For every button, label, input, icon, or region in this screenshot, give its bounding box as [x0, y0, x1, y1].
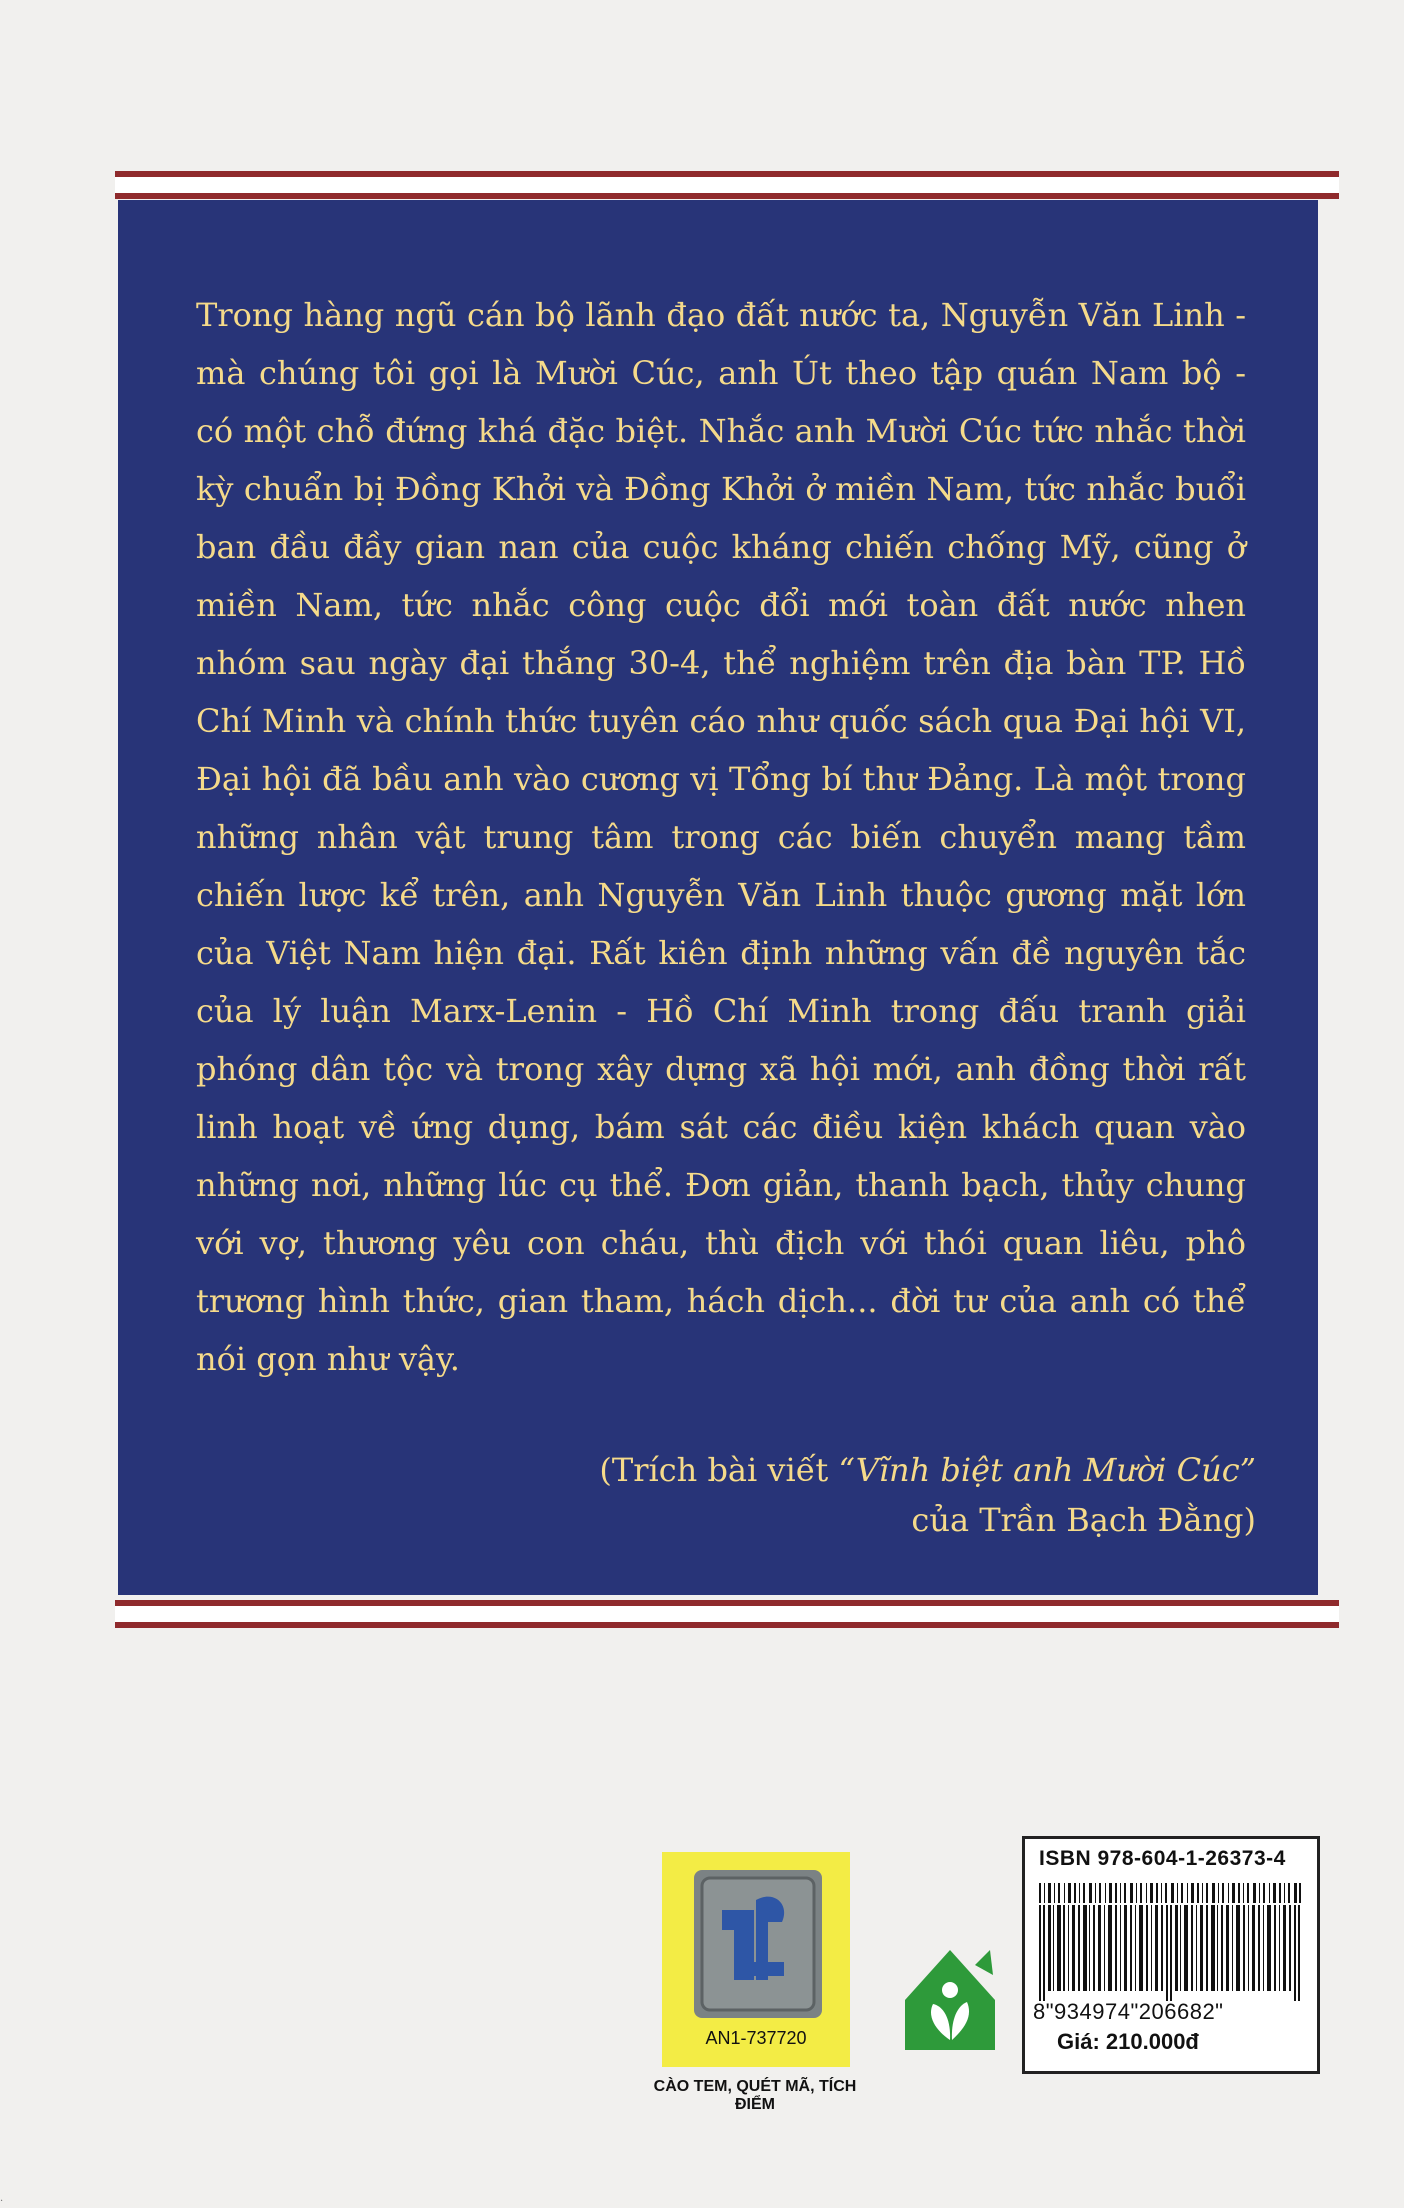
- attribution: [599, 1445, 1256, 1545]
- sticker-caption: CÀO TEM, QUÉT MÃ, TÍCH ĐIỂM: [653, 2078, 857, 2113]
- ean-barcode-icon: [1039, 1905, 1301, 2001]
- bottom-decorative-stripe: [115, 1600, 1339, 1628]
- price-label: Giá: 210.000đ: [1057, 2029, 1199, 2054]
- margin-mark: ·: [0, 2196, 4, 2207]
- authenticity-sticker[interactable]: [662, 1852, 850, 2067]
- excerpt-panel: [118, 200, 1318, 1595]
- attribution-prefix: (Trích bài viết: [599, 1451, 839, 1489]
- top-decorative-stripe: [115, 171, 1339, 199]
- isbn-text: ISBN 978-604-1-26373-4: [1039, 1847, 1286, 1870]
- hologram-logo-icon: [694, 1870, 822, 2018]
- attribution-author: của Trần Bạch Đằng): [911, 1501, 1256, 1539]
- attribution-line-1: [599, 1445, 1256, 1495]
- barcode-box: [1022, 1836, 1320, 2074]
- excerpt-text: Trong hàng ngũ cán bộ lãnh đạo đất nước ta, Nguyễn Văn Linh - mà chúng tôi gọi là Mười Cúc, anh Út theo tập quán Nam bộ - có một chỗ đứng khá đặc biệt. Nhắc anh Mười Cúc tức nhắc thời kỳ chuẩn bị Đồng Khởi và Đồng Khởi ở miền Nam, tức nhắc buổi ban đầu đầy gian nan của cuộc kháng chiến chống Mỹ, cũng ở miền Nam, tức nhắc công cuộc đổi mới toàn đất nước nhen nhóm sau ngày đại thắng 30-4, thể nghiệm trên địa bàn TP. Hồ Chí Minh và chính thức tuyên cáo như quốc sách qua Đại hội VI, Đại hội đã bầu anh vào cương vị Tổng bí thư Đảng. Là một trong những nhân vật trung tâm trong các biến chuyển mang tầm chiến lược kể trên, anh Nguyễn Văn Linh thuộc gương mặt lớn của Việt Nam hiện đại. Rất kiên định những vấn đề nguyên tắc của lý luận Marx-Lenin - Hồ Chí Minh trong đấu tranh giải phóng dân tộc và trong xây dựng xã hội mới, anh đồng thời rất linh hoạt về ứng dụng, bám sát các điều kiện khách quan vào những nơi, những lúc cụ thể. Đơn giản, thanh bạch, thủy chung với vợ, thương yêu con cháu, thù địch với thói quan liêu, phô trương hình thức, gian tham, hách dịch... đời tư của anh có thể nói gọn như vậy.: [196, 296, 1246, 1378]
- publisher-logo-icon: [895, 1930, 1005, 2060]
- sticker-code: AN1-737720: [705, 2028, 807, 2048]
- ean-digits: 8"934974"206682": [1033, 1999, 1224, 2024]
- isbn-barcode-icon: [1039, 1883, 1301, 1903]
- attribution-title: “Vĩnh biệt anh Mười Cúc”: [838, 1451, 1256, 1489]
